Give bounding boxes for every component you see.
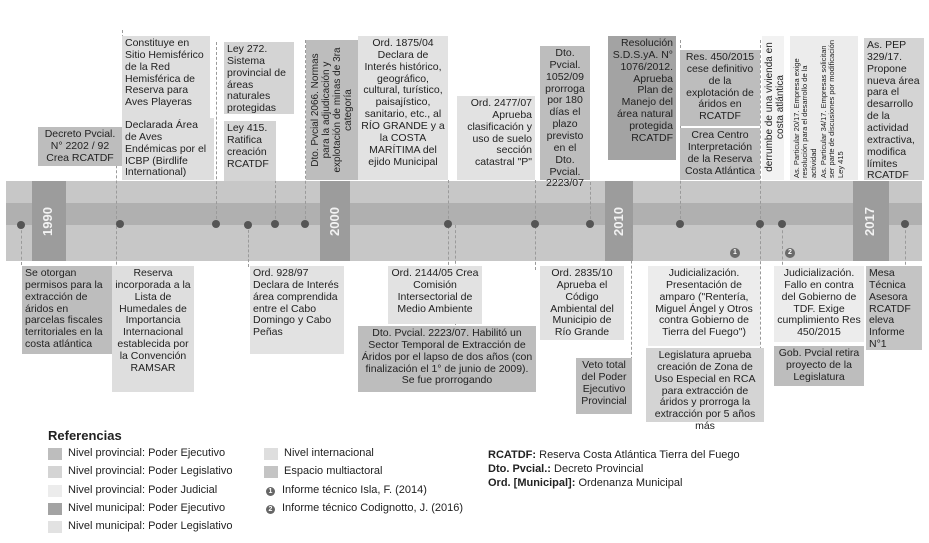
connector [631,225,632,365]
event-legislatura-zona: Legislatura aprueba creación de Zona de Uso Especial en RCA para extracción de áridos y prorroga la extracción por 5 años más [646,348,764,422]
legend-label: Nivel municipal: Poder Legislativo [68,520,233,532]
abbr-rcatdf: RCATDF: Reserva Costa Atlántica Tierra del Fuego [488,449,740,461]
year-2010: 2010 [611,207,626,236]
event-ley-272: Ley 272. Sistema provincial de áreas naturales protegidas [224,42,294,114]
legend-swatch [264,448,278,460]
abbr-dto: Dto. Pvcial.: Decreto Provincial [488,463,644,475]
year-2017: 2017 [862,207,877,236]
event-veto: Veto total del Poder Ejecutivo Provincial [576,358,632,414]
timeline-dot [244,221,252,229]
legend-label: Nivel provincial: Poder Ejecutivo [68,447,226,459]
connector [782,225,783,270]
legend-swatch [48,521,62,533]
connector [760,40,761,390]
legend-marker-1: 1 [266,487,275,496]
event-ord-2477: Ord. 2477/07 Aprueba clasificación y uso de suelo sección catastral "P" [457,96,535,180]
legend-marker-2: 2 [266,505,275,514]
legend-swatch [48,485,62,497]
legend-label: Nivel municipal: Poder Ejecutivo [68,502,226,514]
event-dto-2066: Dto. Pvcial 2066. Normas para la adjudicación y explotación de minas de 3ra categoría [306,40,360,180]
marker-2: 2 [785,248,795,258]
event-mesa-tecnica: Mesa Técnica Asesora RCATDF eleva Informe N°1 [866,266,922,350]
event-permisos-aridos: Se otorgan permisos para la extracción de áridos en parcelas fiscales territoriales en la costa atlántica [22,266,112,354]
event-res-1076: Resolución S.D.S.yA. N° 1076/2012. Aprueba Plan de Manejo del área natural protegida RCATDF [608,36,676,160]
legend-title: Referencias [48,428,122,443]
legend-label: Nivel provincial: Poder Judicial [68,484,218,496]
timeline-dot [756,220,764,228]
timeline-dot [676,220,684,228]
event-particular-20-34: As. Particular 20/17. Empresa exige resolución para el desarrollo de la actividad As. Particular 34/17. Empresas solicitan ser parte de discusiones por modificación Ley 415 [790,36,858,180]
timeline-dot [271,220,279,228]
timeline-dot [444,220,452,228]
legend-label: Nivel internacional [284,447,374,459]
year-2000: 2000 [327,207,342,236]
event-dto-1052: Dto. Pvcial. 1052/09 prorroga por 180 días el plazo previsto en el Dto. Pvcial. 2223/07 [540,46,590,180]
timeline-dot [531,220,539,228]
event-ramsar: Reserva incorporada a la Lista de Humedales de Importancia Internacional establecida por la Convención RAMSAR [112,266,194,392]
event-aves-endemicas: Declarada Área de Aves Endémicas por el ICBP (Birdlife International) [122,118,214,180]
timeline-dot [901,220,909,228]
event-gob-retira: Gob. Pvcial retira proyecto de la Legislatura [774,346,864,386]
event-pep-329: As. PEP 329/17. Propone nueva área para el desarrollo de la actividad extractiva, modifica límites RCATDF [864,38,924,180]
timeline-dot [17,221,25,229]
legend-swatch [264,466,278,478]
connector [216,42,217,224]
year-1990: 1990 [40,207,55,236]
timeline-dot [301,220,309,228]
legend-label: Espacio multiactoral [284,465,383,477]
connector [248,225,249,267]
event-ord-2144: Ord. 2144/05 Crea Comisión Intersectorial de Medio Ambiente [388,266,482,324]
legend-swatch [48,503,62,515]
legend-label: Nivel provincial: Poder Legislativo [68,465,233,477]
event-ley-415: Ley 415. Ratifica creación RCATDF [224,121,276,181]
connector [590,182,591,224]
connector [21,225,22,265]
event-ord-2835: Ord. 2835/10 Aprueba el Código Ambiental del Municipio de Río Grande [540,266,624,340]
legend-swatch [48,448,62,460]
legend-informe-1: Informe técnico Isla, F. (2014) [282,484,427,496]
marker-1: 1 [730,248,740,258]
timeline-dot [116,220,124,228]
connector [275,180,276,224]
connector [905,225,906,270]
event-ord-1875: Ord. 1875/04 Declara de Interés histórico, geográfico, cultural, turístico, paisajístico, sanitario, etc., al RÍO GRANDE y a la COSTA MARÍTIMA del ejido Municipal [358,36,448,180]
event-decreto-2202: Decreto Pvcial. N° 2202 / 92 Crea RCATDF [38,127,122,166]
event-judicializacion-1: Judicialización. Presentación de amparo ("Rentería, Miguel Ángel y Otros contra Gobierno de Tierra del Fuego") [648,266,760,346]
timeline-dot [586,220,594,228]
timeline-dot [778,220,786,228]
legend-swatch [48,466,62,478]
legend-informe-2: Informe técnico Codignotto, J. (2016) [282,502,463,514]
event-sitio-hemisferico: Constituye en Sitio Hemisférico de la Red Hemisférica de Reserva para Aves Playeras [122,36,210,118]
event-centro-interpretacion: Crea Centro Interpretación de la Reserva Costa Atlántica [680,128,760,180]
event-derrumbe: derrumbe de una vivienda en costa atlántica [762,36,784,180]
abbr-ord: Ord. [Municipal]: Ordenanza Municipal [488,477,683,489]
timeline-dot [212,220,220,228]
event-res-450: Res. 450/2015 cese definitivo de la explotación de áridos en RCATDF [680,50,760,126]
event-ord-928: Ord. 928/97 Declara de Interés área comprendida entre el Cabo Domingo y Cabo Peñas [250,266,344,354]
event-judicializacion-2: Judicialización. Fallo en contra del Gobierno de TDF. Exige cumplimiento Res 450/2015 [774,266,864,342]
event-dto-2223: Dto. Pvcial. 2223/07. Habilitó un Sector Temporal de Extracción de Áridos por el lapso de dos años (con finalización el 1° de junio de 2009). Se fue prorrogando [358,326,536,392]
